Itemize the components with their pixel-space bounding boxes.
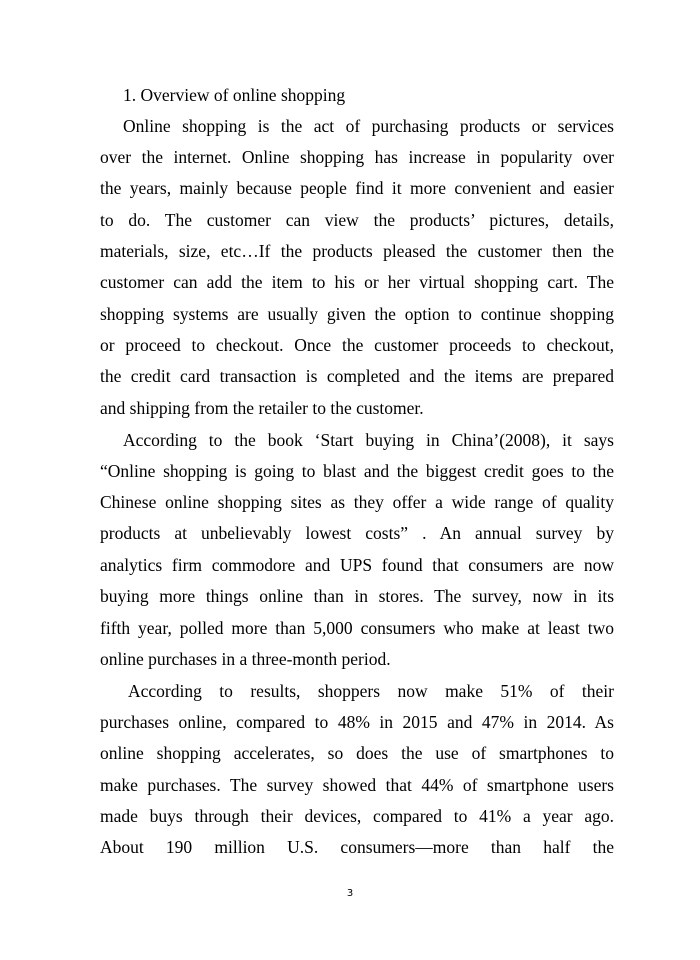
paragraph-line: Online shopping is the act of purchasing products or services: [123, 116, 614, 136]
paragraph-line: materials, size, etc…If the products pleased the customer then the: [100, 241, 614, 261]
paragraph-line: purchases online, compared to 48% in 2015 and 47% in 2014. As: [100, 712, 614, 732]
paragraph-line: and shipping from the retailer to the customer.: [100, 398, 424, 418]
paragraph-line: According to the book ‘Start buying in China’(2008), it says: [123, 430, 614, 450]
paragraph-line: According to results, shoppers now make 51% of their: [128, 681, 614, 701]
paragraph-line: online purchases in a three-month period.: [100, 649, 391, 669]
paragraph-line: Chinese online shopping sites as they offer a wide range of quality: [100, 492, 614, 512]
paragraph-line: shopping systems are usually given the option to continue shopping: [100, 304, 614, 324]
paragraph-line: the credit card transaction is completed and the items are prepared: [100, 366, 614, 386]
paragraph-line: customer can add the item to his or her virtual shopping cart. The: [100, 272, 614, 292]
paragraph-line: “Online shopping is going to blast and the biggest credit goes to the: [100, 461, 614, 481]
paragraph-line: make purchases. The survey showed that 44% of smartphone users: [100, 775, 614, 795]
paragraph-line: analytics firm commodore and UPS found that consumers are now: [100, 555, 614, 575]
paragraph-line: the years, mainly because people find it more convenient and easier: [100, 178, 614, 198]
paragraph-line: buying more things online than in stores. The survey, now in its: [100, 586, 614, 606]
paragraph-line: or proceed to checkout. Once the customer proceeds to checkout,: [100, 335, 614, 355]
page-number: 3: [346, 888, 354, 899]
paragraph-line: online shopping accelerates, so does the use of smartphones to: [100, 743, 614, 763]
paragraph-line: About 190 million U.S. consumers—more than half the: [100, 837, 614, 857]
paragraph-line: fifth year, polled more than 5,000 consumers who make at least two: [100, 618, 614, 638]
paragraph-line: to do. The customer can view the products’ pictures, details,: [100, 210, 614, 230]
paragraph-line: made buys through their devices, compared to 41% a year ago.: [100, 806, 614, 826]
paragraph-line: products at unbelievably lowest costs” . An annual survey by: [100, 523, 614, 543]
paragraph-line: over the internet. Online shopping has increase in popularity over: [100, 147, 614, 167]
section-heading: 1. Overview of online shopping: [123, 85, 346, 105]
